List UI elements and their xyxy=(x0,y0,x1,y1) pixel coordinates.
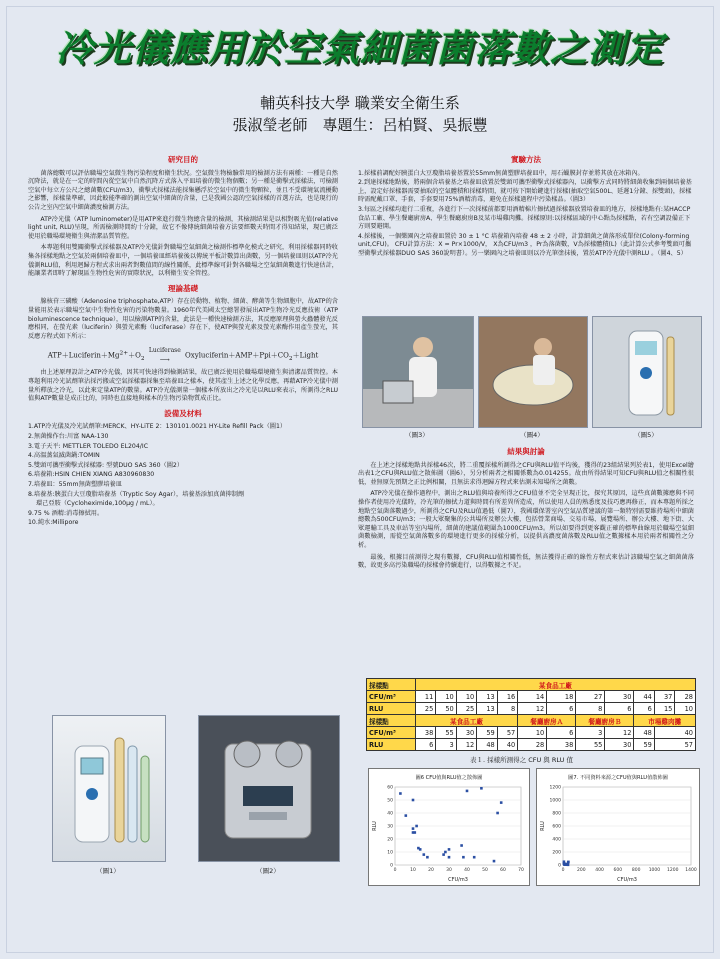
scatter-chart-fig6 xyxy=(368,768,530,886)
x-tick-label: 1400 xyxy=(685,868,697,873)
list-item: 4.採樣後，一個樂園內之培養皿置於 30 ± 1 °C 培養箱內培養 48 ± 2 小時，計算細菌之菌落形成單位(Colony-forming unit,CFU)。 CFU計算方法：X = Pr×1000/V， X為CFU/m3 ，Pr為落菌數，V為採樣體積(L)（此計算公式參考雙頭可攜型衝擊式採樣器DUO SAS 360說明書）。另一樂園內之培養皿則以冷光筆塗抹後，置於ATP冷光儀中測RLU 。（圖4、5） xyxy=(358,232,692,257)
x-tick-label: 50 xyxy=(482,868,488,873)
list-item: 1.ATP冷光儀及冷光試劑筆:MERCK、HY-LiTE 2：130101.0021 HY-Lite Refill Pack（圖1） xyxy=(28,423,287,431)
table-row: RLU 25 50 25 13 8 12 6 8 6 6 15 10 xyxy=(367,703,696,715)
right-column-method xyxy=(358,150,694,260)
table-row: CFU/m³ 38 55 30 59 57 10 6 3 12 48 40 xyxy=(367,727,696,739)
data-point xyxy=(496,812,499,815)
y-tick-label: 200 xyxy=(552,850,561,856)
data-point xyxy=(567,864,570,867)
y-tick-label: 800 xyxy=(552,811,561,817)
table-header: 採樣點 xyxy=(367,679,416,691)
y-tick-label: 30 xyxy=(387,824,393,830)
list-item: 10.純水:Millipore xyxy=(28,519,79,527)
list-item: 6.培養箱:HSIN CHIEN XIANG A830960830 xyxy=(28,471,155,479)
y-axis-label: RLU xyxy=(372,821,378,831)
table-header: 某食品工廠 xyxy=(415,679,695,691)
list-item: 9.75 % 酒精:消毒擦拭用。 xyxy=(28,509,104,517)
y-tick-label: 0 xyxy=(390,863,393,869)
list-item: 7.培養皿：55mm無菌塑膠培養皿 xyxy=(28,481,122,488)
list-item: 1.採樣前調配好胰蛋白大豆瓊脂培養基置於55mm無菌塑膠培養皿中，用石蠟膜封存並將其放在冰箱內。 xyxy=(358,169,644,177)
table-header: 某食品工廠 xyxy=(415,715,517,727)
figure-4-caption: （圖4） xyxy=(520,431,544,439)
table-header: 餐廳廚房Ａ xyxy=(518,715,576,727)
purpose-paragraph: 菌落總數可以評估職場空氣微生物污染程度和衛生狀況。空氣微生物檢驗常用的檢測方法有兩種：一種是自然沉降法，就是在一定的時間內從空氣中自然沉降方式落入平皿培養的微生物個數；另一種是衝擊式採樣法，可檢測空氣中每立方公尺之總菌數(CFU/m3)，衝擊式採樣法能採集懸浮於空氣中的微生物顆粒，並且不受環境氣流擾動之影響，採樣量準確，因此較能準確的測出空氣中細菌的含量，已是我國公認的空氣採樣的首選方法，也是現行的公告之室內空氣中細菌濃度檢測方法。 xyxy=(28,169,338,211)
list-item: 3.電子天平: METTLER TOLEDO EL204/IC xyxy=(28,442,149,450)
data-point xyxy=(480,787,483,790)
y-tick-label: 10 xyxy=(387,850,393,856)
list-item: 5.雙頭可攜型衝擊式採樣器: 型號DUO SAS 360（圖2） xyxy=(28,461,184,469)
data-point xyxy=(415,825,418,828)
data-point xyxy=(500,801,503,804)
x-tick-label: 0 xyxy=(561,868,565,873)
y-axis-label: RLU xyxy=(540,821,546,831)
purpose-heading: 研究目的 xyxy=(168,155,198,164)
results-paragraph: ATP冷光儀在操作過程中，測出之RLU值與培養所得之CFU值並不完全呈現正比，探究其原因，這些真菌數據應與不同操作者使用冷光儀時，冷光筆的擦拭力道與時間有所差異所造成，所以使用人員的熟悉度及技巧應再修正，而本專題所採之地點空氣菌落數過少，所測得之CFU及RLU值過低（圖7），我國環保署室內空氣品質建議的第一類特別需要維持場所中細菌總數為500CFU/m3；一般大眾聚集的公共場所及辦公大樓，包括營業商場、交易市場、展覽場所、辦公大樓、地下街、大眾運輸工具及車站等室內場所，細菌的建議值範圍為1000CFU/m3。所以如要得到更客觀正確的標準曲線用於職場空氣細菌數檢測，需從空氣菌落數多的環境進行更多的採樣分析，以提供高濃度菌落數及RLU值之數據樣本用於兩者相關性之分析。 xyxy=(358,490,694,549)
table-header: 市場雞肉攤 xyxy=(634,715,696,727)
chart-title: 圖7. 不同資料來源之CFU值與RLU值散佈圖 xyxy=(568,775,668,781)
x-tick-label: 30 xyxy=(446,868,452,873)
x-tick-label: 1200 xyxy=(666,868,679,873)
data-point xyxy=(423,853,426,856)
figure-1-caption: （圖1） xyxy=(96,867,120,875)
data-point xyxy=(405,814,408,817)
list-item: 4.高溫蒸氣滅菌鍋:TOMIN xyxy=(28,452,100,460)
x-tick-label: 800 xyxy=(631,868,641,873)
x-axis-label: CFU/m3 xyxy=(617,877,637,883)
data-point xyxy=(462,856,465,859)
x-tick-label: 400 xyxy=(595,868,604,873)
x-tick-label: 0 xyxy=(393,868,397,873)
purpose-paragraph: ATP冷光儀（ATP luminometer)是用ATP來進行微生物總含量的檢測，其檢測結果是以相對吸光值(relative light unit, RLU)呈現，所需檢測時間約十分鐘，故它不像傳統細菌培養方法要經數天時間才得知結果，現已廣泛使用於職場環境衛生與清潔品質管控。 xyxy=(28,215,338,240)
data-point xyxy=(412,831,415,834)
list-item: 8.培養基:胰蛋白大豆瓊脂培養基（Tryptic Soy Agar），培養基添加真菌抑制劑 xyxy=(28,490,245,498)
table-caption: 表１. 採樣所測得之 CFU 與 RLU 值 xyxy=(470,756,574,764)
figure-2-caption: （圖2） xyxy=(256,867,280,875)
data-point xyxy=(399,792,402,795)
data-point xyxy=(444,851,447,854)
luminometer-photo xyxy=(52,715,166,862)
data-point xyxy=(419,848,422,851)
theory-heading: 理論基礎 xyxy=(168,283,198,293)
x-tick-label: 1000 xyxy=(648,868,661,873)
authors: 張淑瑩老師 專題生：呂柏賢、吳振豐 xyxy=(232,116,488,134)
luminometer-reading-photo xyxy=(592,316,702,428)
y-tick-label: 1000 xyxy=(549,798,561,804)
left-column xyxy=(28,150,338,529)
data-point xyxy=(448,856,451,859)
sampling-photo xyxy=(362,316,474,428)
y-tick-label: 60 xyxy=(387,785,393,791)
affiliation: 輔英科技大學 職業安全衛生系 xyxy=(260,94,460,112)
figure-3-caption: （圖3） xyxy=(405,431,429,439)
sampler-photo xyxy=(198,715,340,862)
results-paragraph: 在上述之採樣地點共採樣46次，將二重覆採樣所測得之CFU與RLU值平均後，獲得的23組結果列於表1，使用Excel繪出表1之CFU與RLU值之散佈圖（圖6），另分析兩者之相關係數為0.014255。故由所得結果可知CFU與RLU值之相關性很低，並無原先預期之正比例相關，且無法求得迴歸方程式來估測未知場所之菌數。 xyxy=(358,461,694,486)
data-point xyxy=(412,827,415,830)
figure-5-caption: （圖5） xyxy=(634,431,658,439)
petri-dish-photo xyxy=(478,316,588,428)
x-tick-label: 20 xyxy=(428,868,434,873)
reaction-equation: $ATP+Luciferin+Mg^{2+}+O_2$ Luciferase ⟶ $Oxyluciferin+AMP+Ppi+CO_2+Light$ xyxy=(47,347,319,364)
data-point xyxy=(473,856,476,859)
chart-title: 圖6 CFU值與RLU值之散佈圖 xyxy=(415,775,483,781)
data-point xyxy=(493,860,496,863)
equipment-list xyxy=(28,423,338,528)
x-tick-label: 200 xyxy=(576,868,586,873)
data-point xyxy=(442,853,445,856)
y-tick-label: 50 xyxy=(387,798,393,804)
data-point xyxy=(426,856,429,859)
right-column-results xyxy=(358,442,694,574)
x-tick-label: 40 xyxy=(464,868,470,873)
y-tick-label: 600 xyxy=(552,824,561,830)
results-paragraph: 最後，根據目前測得之現有數據，CFU與RLU值相關性低，無法獲得正確的線性方程式來估計該職場空氣之細菌菌落數，故更多高污染職場的採樣會持續進行，以得數據之不足。 xyxy=(358,553,694,570)
data-point xyxy=(448,848,451,851)
theory-paragraph: 腺核苷三磷酸（Adenosine triphosphate,ATP）存在於動物、植物、細菌、酵菌等生物細胞中，故ATP的含量能用於表示職場空氣中生物性危害的污染物數量。1960年代美國太空總署發展出ATP生物冷光反應技術（ATP bioluminescence technique），用以檢測ATP的含量，此法是一種快速檢測方法，其反應原理與螢火蟲體發光反應相同，在螢光素（luciferin）與螢光素酶（luciferase）存在下，使ATP與螢光素及螢光素酶作用產生螢光，其反應方程式如下所示： xyxy=(28,298,338,340)
data-point xyxy=(466,790,469,793)
list-item: 2.無菌操作台:川富 NAA-130 xyxy=(28,433,109,441)
equipment-heading: 設備及材料 xyxy=(164,408,202,418)
x-tick-label: 10 xyxy=(410,868,416,873)
data-point xyxy=(460,844,463,847)
theory-paragraph: 由上述原理設計之ATP冷光儀，因其可快速得到檢測結果，故已廣泛使用於職場環境衛生與清潔品質管控。本專題利用冷光試劑筆沾採污搬或空氣採樣器採集至培養皿之樣本，使其產生上述之化學反應，再藉ATP冷光儀中測量所釋放之冷光，以此來定量ATP的數量。ATP冷光儀測量一個樣本所放出之冷光是以RLU來表示，所測得之RLU值與ATP數量是成正比的，同時也直接地與樣本的生物污染物質成正比。 xyxy=(28,369,338,403)
method-list xyxy=(358,170,694,259)
data-table: 採樣點 某食品工廠 CFU/m³ 11 10 10 13 16 14 18 27 30 44 37 28 RLU 25 50 25 13 8 12 6 8 6 6 15 10 採樣點 某食品工廠 餐廳廚房Ａ 餐廳廚房Ｂ 市場雞肉攤 CFU/m³ 38 55 30 59 57 10 6 3 12 48 40 RLU 6 3 12 48 40 28 38 55 30 59 57 xyxy=(366,678,696,751)
y-tick-label: 1200 xyxy=(549,785,561,791)
method-heading: 實驗方法 xyxy=(511,155,541,164)
data-point xyxy=(564,863,567,866)
results-heading: 結果與討論 xyxy=(507,447,545,456)
data-point xyxy=(567,861,570,864)
x-tick-label: 60 xyxy=(500,868,506,873)
list-item: 2.到達採樣地點後，將兩個含培養基之培養皿放置於雙頭可攜型衝擊式採樣器內，以衝擊方式同時將細菌收集到兩個培養基上，設定好採樣器需要抽取的空氣體積和採樣時間，就可按下開始鍵進行採樣(抽取空氣500L、延遲1分鐘、採雙頭)，採樣時需配戴口罩、手套，手套要用75%酒精消毒，避免在採樣過程中污染樣品。（圖3） xyxy=(358,179,692,204)
y-tick-label: 20 xyxy=(387,837,393,843)
table-row: CFU/m³ 11 10 10 13 16 14 18 27 30 44 37 28 xyxy=(367,691,696,703)
x-tick-label: 600 xyxy=(613,868,623,873)
list-item: 環己亞胺（Cycloheximide,100µg / mL）。 xyxy=(36,500,159,508)
list-item: 3.每區之採樣均進行二重複，各進行下一次採樣前都要用酒精棉片擦拭過採樣器放置培養皿的地方，採樣地點有:某HACCP食品工廠、學生餐廳廚房A、學生餐廳廚房B及某市場雞肉攤。採樣原則:以採樣區域的中心點為採樣點，若有空調設備正下方則要避開。 xyxy=(358,205,691,231)
table-row: RLU 6 3 12 48 40 28 38 55 30 59 57 xyxy=(367,739,696,751)
x-axis-label: CFU/m3 xyxy=(448,877,468,883)
y-tick-label: 0 xyxy=(558,863,561,869)
poster-title: 冷光儀應用於空氣細菌菌落數之測定 xyxy=(56,26,664,70)
scatter-chart-fig7 xyxy=(536,768,700,886)
table-header: 餐廳廚房Ｂ xyxy=(576,715,634,727)
purpose-paragraph: 本專題利用雙關衝擊式採樣器及ATP冷光儀針對職場空氣細菌之檢測作標準化模式之研究，利用採樣器同時收集各採樣地點之空氣於兩個培養皿中，一個培養皿經培養後以傳統平板計數算出菌數，另一個培養皿則以ATP冷光儀測RLU值，利用迴歸方程式求出兩者對數值間的線性關係，此標準線可針對各職場之空氣細菌數進行快速估計，能讓業者即時了解現區生物性危害的實際狀況，以利衛生安全管控。 xyxy=(28,244,338,278)
y-tick-label: 400 xyxy=(552,837,561,843)
y-tick-label: 40 xyxy=(387,811,393,817)
x-tick-label: 70 xyxy=(518,868,524,873)
data-point xyxy=(412,799,415,802)
